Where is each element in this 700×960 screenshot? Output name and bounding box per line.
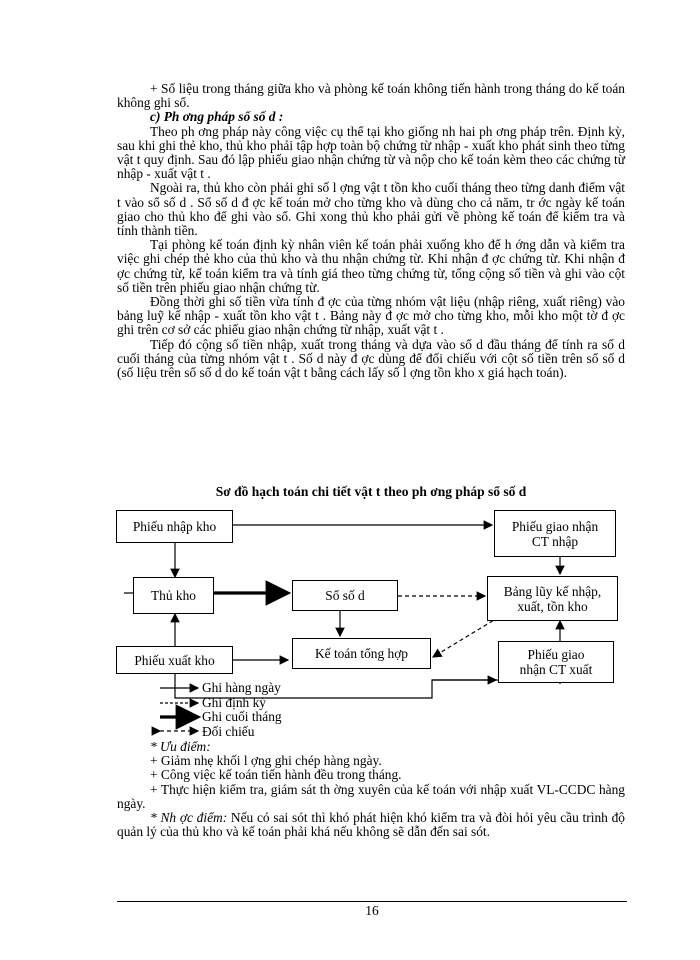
box-so-so-du-label: Sổ số d <box>325 588 365 603</box>
box-phieu-giao-nhan-nhap-line1: Phiếu giao nhận <box>511 518 599 534</box>
legend-daily: Ghi hàng ngày <box>202 680 281 695</box>
box-phieu-xuat-kho <box>116 646 233 674</box>
box-bang-luy-ke <box>487 576 618 621</box>
diagram-legend <box>202 681 282 739</box>
box-phieu-giao-nhan-xuat <box>498 641 614 683</box>
box-phieu-xuat-kho-label: Phiếu xuất kho <box>134 652 215 668</box>
advantage-2: + Công việc kế toán tiến hành đều trong tháng. <box>150 767 402 783</box>
box-ke-toan-tong-hop <box>292 638 431 669</box>
paragraph-6: Tiếp đó cộng số tiền nhập, xuất trong tháng và dựa vào sổ d đầu tháng để tính ra số d cuối tháng của từng nhóm vật t . Số d này đ ợc dùng để đối chiếu với cột số tiền trên sổ số d (số liệu trên sổ số d do kế toán vật t bằng cách lấy số l ợng tồn kho x giá hạch toán). <box>117 336 625 381</box>
box-phieu-nhap-kho <box>116 510 233 543</box>
diagram-title: Sơ đồ hạch toán chi tiết vật t theo ph ơng pháp sổ số d <box>215 484 527 499</box>
box-phieu-giao-nhan-nhap <box>494 510 616 557</box>
box-thu-kho-label: Thủ kho <box>150 588 196 603</box>
arrow-bangluyke-ketoan <box>433 617 499 657</box>
paragraph-3: Ngoài ra, thủ kho còn phải ghi số l ợng vật t tồn kho cuối tháng theo từng danh điểm vật t vào sổ số d . Sổ số d đ ợc kế toán mở cho từng kho và dùng cho cả năm, tr ớc ngày kế toán giao cho thủ kho để ghi vào sổ. Ghi xong thủ kho phải gửi về phòng kế toán để kiểm tra và tính thành tiền. <box>117 180 625 239</box>
legend-month-end: Ghi cuối tháng <box>202 709 282 725</box>
disadvantages <box>117 811 625 839</box>
box-phieu-giao-nhan-xuat-line2: nhận CT xuất <box>519 662 593 677</box>
footer-divider <box>117 901 627 902</box>
evaluation-section <box>117 740 625 839</box>
box-phieu-giao-nhan-nhap-line2: CT nhập <box>531 533 579 549</box>
box-bang-luy-ke-line1: Bảng lũy kế nhập, <box>503 583 602 599</box>
box-thu-kho <box>133 577 214 614</box>
paragraph-1: + Số liệu trong tháng giữa kho và phòng kế toán không tiến hành trong tháng do kế toán không ghi sổ. <box>117 81 625 111</box>
advantage-3: + Thực hiện kiểm tra, giám sát th ờng xuyên của kế toán với nhập xuất VL-CCDC hàng ngày. <box>117 781 625 811</box>
paragraph-5: Đồng thời ghi số tiền vừa tính đ ợc của từng nhóm vật liệu (nhập riêng, xuất riêng) vào bảng luỹ kế nhập - xuất tồn kho vật t . Bảng này đ ợc mở cho từng kho, mỗi kho một tờ đ ợc ghi trên cơ sở các phiếu giao nhận chứng từ nhập, xuất vật t . <box>117 294 625 338</box>
box-phieu-nhap-kho-label: Phiếu nhập kho <box>132 519 217 534</box>
section-heading: c) Ph ơng pháp sổ số d : <box>150 109 284 125</box>
disadvantages-text: Nếu có sai sót thì khó phát hiện khó kiểm tra và đòi hỏi yêu cầu trình độ quản lý của thủ kho và kế toán phải khá nếu không sẽ dẫn đến sai sót. <box>117 810 625 840</box>
legend-periodic: Ghi định kỳ <box>202 694 266 710</box>
legend-reconcile: Đối chiếu <box>202 723 255 739</box>
box-bang-luy-ke-line2: xuất, tồn kho <box>517 598 588 614</box>
box-ke-toan-tong-hop-label: Kế toán tổng hợp <box>315 646 408 661</box>
box-so-so-du <box>292 580 398 611</box>
advantage-1: + Giảm nhẹ khối l ợng ghi chép hàng ngày. <box>150 753 382 769</box>
paragraph-4: Tại phòng kế toán định kỳ nhân viên kế toán phải xuống kho để h ớng dẫn và kiểm tra việc ghi chép thẻ kho của thủ kho và thu nhận chứng từ. Khi nhận đ ợc chứng từ. Khi nhận đ ợc chứng từ, kế toán kiểm tra và tính giá theo từng chứng từ, tổng cộng số tiền và ghi vào cột số tiền trên phiếu giao nhận chứng từ. <box>117 237 625 295</box>
paragraph-2: Theo ph ơng pháp này công việc cụ thể tại kho giống nh hai ph ơng pháp trên. Định kỳ, sau khi ghi thẻ kho, thủ kho phải tập hợp toàn bộ chứng từ nhập - xuất kho phát sinh theo từng vật t quy định. Sau đó lập phiếu giao nhận chứng từ và nộp cho kế toán kèm theo các chứng từ nhập - xuất vật t . <box>117 123 625 182</box>
page-number: 16 <box>365 903 379 918</box>
disadvantages-label: * Nh ợc điểm: <box>150 810 228 826</box>
advantages-title: * Ưu điểm: <box>150 739 211 754</box>
box-phieu-giao-nhan-xuat-line1: Phiếu giao <box>527 647 585 662</box>
